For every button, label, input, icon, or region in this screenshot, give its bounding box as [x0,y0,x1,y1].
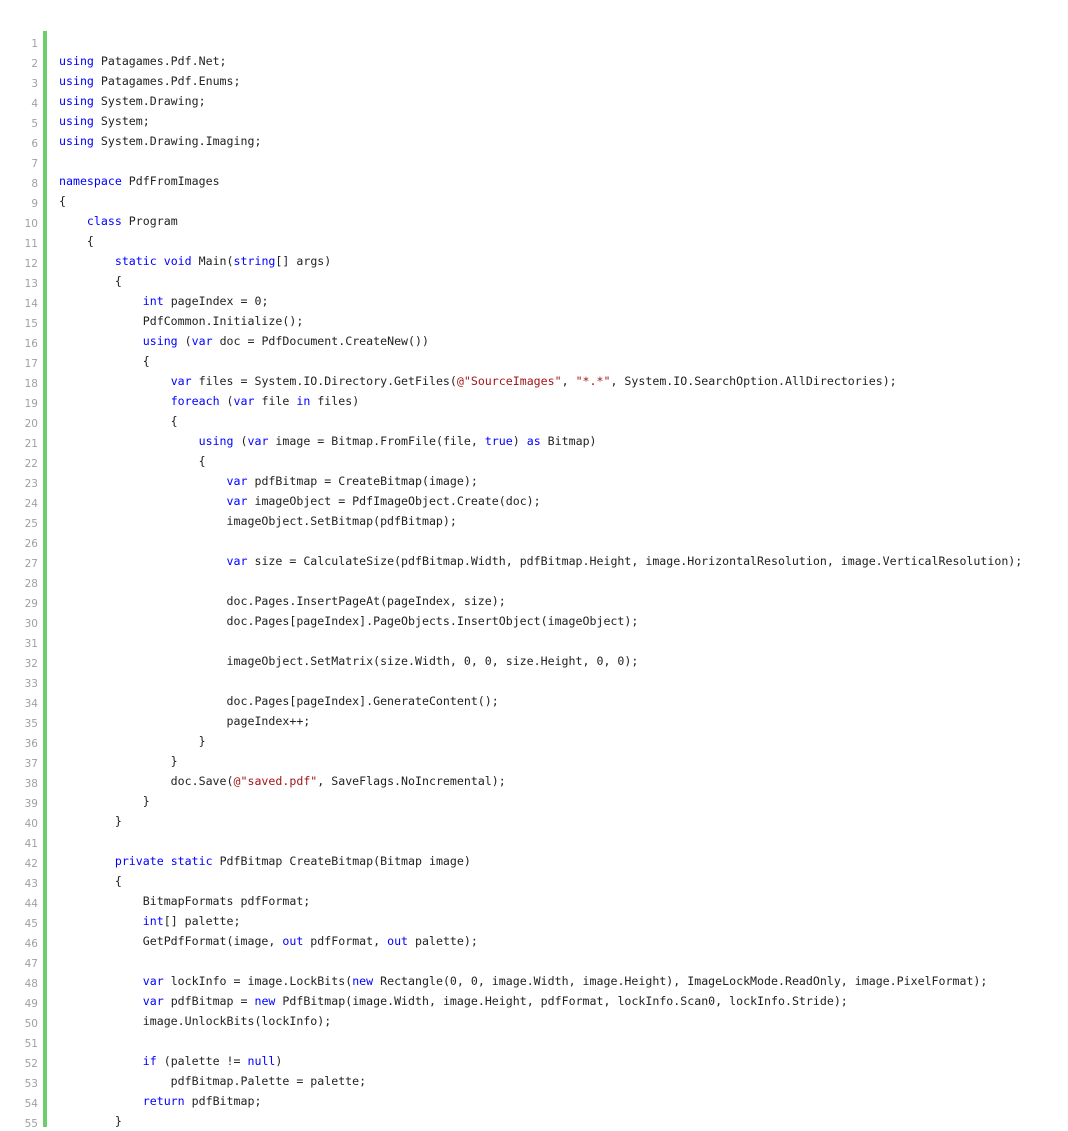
keyword-token: foreach [170,394,220,408]
line-number: 36 [24,738,38,750]
line-number: 30 [24,618,38,630]
code-token: doc.Pages[pageIndex].GenerateContent(); [59,694,499,708]
code-text [59,511,457,531]
keyword-token: as [526,434,541,448]
code-line[interactable] [0,691,1068,711]
line-number: 28 [24,578,38,590]
code-token: imageObject = PdfImageObject.Create(doc); [247,494,541,508]
keyword-token: string [233,254,276,268]
code-text [59,551,1022,571]
code-line[interactable] [0,911,1068,931]
line-number: 3 [31,78,38,90]
code-text [59,311,303,331]
line-number: 25 [24,518,38,530]
line-number: 41 [24,838,38,850]
code-token [59,1054,143,1068]
code-line[interactable] [0,431,1068,451]
code-text [59,271,122,291]
code-token [59,214,87,228]
keyword-token: using [59,134,94,148]
code-text [59,731,206,751]
code-line[interactable] [0,1071,1068,1091]
code-token: Rectangle(0, 0, image.Width, image.Height), ImageLockMode.ReadOnly, image.PixelFormat); [373,974,988,988]
line-number: 1 [31,38,38,50]
code-token: ( [233,434,248,448]
code-token: PdfBitmap CreateBitmap(Bitmap image) [212,854,471,868]
line-number: 22 [24,458,38,470]
line-number: 33 [24,678,38,690]
code-token [59,974,143,988]
code-text [59,711,310,731]
line-number: 52 [24,1058,38,1070]
code-token: { [59,414,178,428]
line-number: 6 [31,138,38,150]
code-text [59,411,178,431]
code-token: Bitmap) [540,434,597,448]
code-line[interactable] [0,531,1068,551]
keyword-token: new [254,994,276,1008]
code-token: ( [177,334,192,348]
code-text [59,71,241,91]
line-number: 12 [24,258,38,270]
code-text [59,591,506,611]
keyword-token: private [114,854,164,868]
code-text [59,111,150,131]
code-text [59,51,227,71]
code-line[interactable] [0,1111,1068,1131]
code-token: ) [512,434,527,448]
line-number: 47 [24,958,38,970]
line-number: 21 [24,438,38,450]
line-number: 34 [24,698,38,710]
keyword-token: var [142,974,164,988]
line-number: 46 [24,938,38,950]
code-token [59,394,171,408]
line-number: 50 [24,1018,38,1030]
code-line[interactable] [0,751,1068,771]
code-token [164,854,171,868]
code-line[interactable] [0,1031,1068,1051]
code-token: image.UnlockBits(lockInfo); [59,1014,332,1028]
code-text [59,191,66,211]
keyword-token: class [86,214,122,228]
line-number: 37 [24,758,38,770]
line-number: 20 [24,418,38,430]
line-number: 14 [24,298,38,310]
code-line[interactable] [0,331,1068,351]
line-number: 54 [24,1098,38,1110]
code-line[interactable] [0,391,1068,411]
code-text [59,471,478,491]
code-line[interactable] [0,151,1068,171]
line-number: 10 [24,218,38,230]
code-line[interactable] [0,591,1068,611]
code-token: { [59,274,122,288]
code-token: pdfFormat, [303,934,388,948]
code-token: Patagames.Pdf.Net; [93,54,227,68]
line-number: 19 [24,398,38,410]
keyword-token: out [282,934,304,948]
code-text [59,771,506,791]
code-line[interactable] [0,871,1068,891]
line-number: 39 [24,798,38,810]
code-token [59,374,171,388]
code-text [59,811,122,831]
code-text [59,971,987,991]
code-token [59,854,115,868]
code-line[interactable] [0,91,1068,111]
line-number: 26 [24,538,38,550]
code-line[interactable] [0,31,1068,51]
line-number: 27 [24,558,38,570]
keyword-token: using [198,434,234,448]
code-line[interactable] [0,951,1068,971]
line-number: 48 [24,978,38,990]
code-text [59,251,331,271]
line-number: 49 [24,998,38,1010]
keyword-token: using [59,54,94,68]
code-token: imageObject.SetMatrix(size.Width, 0, 0, size.Height, 0, 0); [59,654,639,668]
code-line[interactable] [0,711,1068,731]
code-token: Main( [191,254,234,268]
string-token: @"saved.pdf" [233,774,318,788]
code-line[interactable] [0,1091,1068,1111]
keyword-token: var [233,394,255,408]
keyword-token: using [142,334,178,348]
keyword-token: var [226,494,248,508]
code-token: pdfBitmap; [184,1094,262,1108]
code-token: { [59,874,122,888]
code-token: System.Drawing; [93,94,206,108]
code-token: pdfBitmap = CreateBitmap(image); [247,474,478,488]
code-text [59,1111,122,1131]
code-text [59,871,122,891]
code-token: files = System.IO.Directory.GetFiles( [191,374,457,388]
code-token: imageObject.SetBitmap(pdfBitmap); [59,514,457,528]
code-text [59,331,429,351]
code-text [59,231,94,251]
code-token [59,254,115,268]
line-number: 9 [31,198,38,210]
line-number: 16 [24,338,38,350]
code-text [59,451,206,471]
keyword-token: return [142,1094,185,1108]
line-number: 13 [24,278,38,290]
code-token: System; [93,114,150,128]
code-token: [] palette; [163,914,241,928]
keyword-token: var [142,994,164,1008]
keyword-token: static [170,854,213,868]
code-token: doc.Pages.InsertPageAt(pageIndex, size); [59,594,506,608]
code-line[interactable] [0,491,1068,511]
keyword-token: new [352,974,374,988]
keyword-token: void [163,254,192,268]
code-line[interactable] [0,651,1068,671]
keyword-token: var [170,374,192,388]
code-text [59,891,310,911]
keyword-token: int [142,294,164,308]
code-token: PdfBitmap(image.Width, image.Height, pdfFormat, lockInfo.Scan0, lockInfo.Stride); [275,994,848,1008]
code-text [59,651,638,671]
code-text [59,751,178,771]
code-line[interactable] [0,291,1068,311]
string-token: "*.*" [575,374,611,388]
code-line[interactable] [0,571,1068,591]
code-line[interactable] [0,851,1068,871]
code-token: } [59,1114,122,1128]
line-number: 31 [24,638,38,650]
code-text [59,291,268,311]
code-line[interactable] [0,171,1068,191]
code-line[interactable] [0,231,1068,251]
line-number: 53 [24,1078,38,1090]
code-token [59,294,143,308]
keyword-token: true [484,434,513,448]
keyword-token: using [59,74,94,88]
code-token: PdfFromImages [121,174,220,188]
line-number: 55 [24,1118,38,1130]
line-number: 7 [31,158,38,170]
code-text [59,691,499,711]
line-number: 15 [24,318,38,330]
code-token: file [254,394,297,408]
code-token: pageIndex = 0; [163,294,269,308]
line-number: 24 [24,498,38,510]
code-token: pageIndex++; [59,714,311,728]
keyword-token: var [247,434,269,448]
code-token: files) [310,394,360,408]
code-text [59,131,261,151]
code-token [59,554,227,568]
line-number: 35 [24,718,38,730]
code-line[interactable] [0,311,1068,331]
line-number: 17 [24,358,38,370]
code-text [59,911,241,931]
line-number: 18 [24,378,38,390]
code-text [59,931,478,951]
code-token: , [561,374,576,388]
code-line[interactable] [0,51,1068,71]
code-line[interactable] [0,411,1068,431]
code-line[interactable] [0,1051,1068,1071]
code-token [59,474,227,488]
code-text [59,491,541,511]
code-line[interactable] [0,831,1068,851]
code-line[interactable] [0,451,1068,471]
code-line[interactable] [0,71,1068,91]
code-line[interactable] [0,891,1068,911]
code-token: Program [121,214,178,228]
code-line[interactable] [0,631,1068,651]
code-token: lockInfo = image.LockBits( [163,974,353,988]
code-line[interactable] [0,131,1068,151]
code-token: doc.Pages[pageIndex].PageObjects.InsertObject(imageObject); [59,614,639,628]
code-text [59,611,638,631]
code-line[interactable] [0,511,1068,531]
code-token [59,914,143,928]
line-number: 23 [24,478,38,490]
keyword-token: static [114,254,157,268]
keyword-token: var [191,334,213,348]
code-token: pdfBitmap.Palette = palette; [59,1074,367,1088]
line-number: 29 [24,598,38,610]
code-line[interactable] [0,731,1068,751]
code-line[interactable] [0,611,1068,631]
line-number: 43 [24,878,38,890]
code-token: } [59,754,178,768]
code-token [157,254,164,268]
line-number: 51 [24,1038,38,1050]
line-number: 38 [24,778,38,790]
keyword-token: if [142,1054,157,1068]
keyword-token: using [59,94,94,108]
keyword-token: namespace [59,174,122,188]
code-line[interactable] [0,211,1068,231]
code-lines [0,31,1068,1131]
code-token: { [59,194,66,208]
code-text [59,171,220,191]
code-token [59,494,227,508]
code-token: PdfCommon.Initialize(); [59,314,304,328]
code-line[interactable] [0,791,1068,811]
line-number: 2 [31,58,38,70]
keyword-token: int [142,914,164,928]
code-text [59,431,597,451]
code-token: } [59,734,206,748]
code-token: doc = PdfDocument.CreateNew()) [212,334,429,348]
code-line[interactable] [0,811,1068,831]
code-line[interactable] [0,971,1068,991]
code-line[interactable] [0,771,1068,791]
code-line[interactable] [0,111,1068,131]
code-line[interactable] [0,931,1068,951]
code-line[interactable] [0,991,1068,1011]
keyword-token: var [226,554,248,568]
code-line[interactable] [0,471,1068,491]
code-line[interactable] [0,351,1068,371]
code-text [59,91,206,111]
keyword-token: in [296,394,311,408]
string-token: @"SourceImages" [456,374,562,388]
code-token: { [59,354,150,368]
code-text [59,1011,331,1031]
code-line[interactable] [0,1011,1068,1031]
code-token: ) [275,1054,283,1068]
code-text [59,991,848,1011]
keyword-token: var [226,474,248,488]
code-text [59,351,150,371]
code-token: { [59,234,94,248]
line-number: 45 [24,918,38,930]
code-token: image = Bitmap.FromFile(file, [268,434,485,448]
code-text [59,1051,282,1071]
line-number: 40 [24,818,38,830]
code-token: } [59,814,122,828]
line-number: 5 [31,118,38,130]
code-text [59,371,897,391]
code-token: doc.Save( [59,774,234,788]
code-token [59,434,199,448]
line-number: 32 [24,658,38,670]
line-number: 11 [24,238,38,250]
code-text [59,1071,366,1091]
code-token: System.Drawing.Imaging; [93,134,262,148]
code-text [59,391,359,411]
code-token: ( [219,394,234,408]
keyword-token: out [387,934,409,948]
code-text [59,851,471,871]
code-line[interactable] [0,671,1068,691]
code-line[interactable] [0,551,1068,571]
keyword-token: null [247,1054,276,1068]
code-token: , System.IO.SearchOption.AllDirectories); [610,374,897,388]
code-token: pdfBitmap = [163,994,255,1008]
code-line[interactable] [0,251,1068,271]
line-number: 8 [31,178,38,190]
code-token [59,1094,143,1108]
code-token: palette); [408,934,478,948]
code-token [59,994,143,1008]
keyword-token: using [59,114,94,128]
line-number: 44 [24,898,38,910]
code-text [59,791,150,811]
code-token: , SaveFlags.NoIncremental); [317,774,506,788]
code-token: { [59,454,206,468]
code-token: size = CalculateSize(pdfBitmap.Width, pdfBitmap.Height, image.HorizontalResolution, image.VerticalResolution); [247,554,1023,568]
code-text [59,211,178,231]
code-token: GetPdfFormat(image, [59,934,283,948]
code-token: BitmapFormats pdfFormat; [59,894,311,908]
code-line[interactable] [0,191,1068,211]
code-token [59,334,143,348]
code-token: [] args) [275,254,332,268]
code-token: } [59,794,150,808]
line-number: 4 [31,98,38,110]
code-token: (palette != [156,1054,248,1068]
code-line[interactable] [0,271,1068,291]
code-line[interactable] [0,371,1068,391]
line-number: 42 [24,858,38,870]
code-text [59,1091,261,1111]
code-token: Patagames.Pdf.Enums; [93,74,241,88]
